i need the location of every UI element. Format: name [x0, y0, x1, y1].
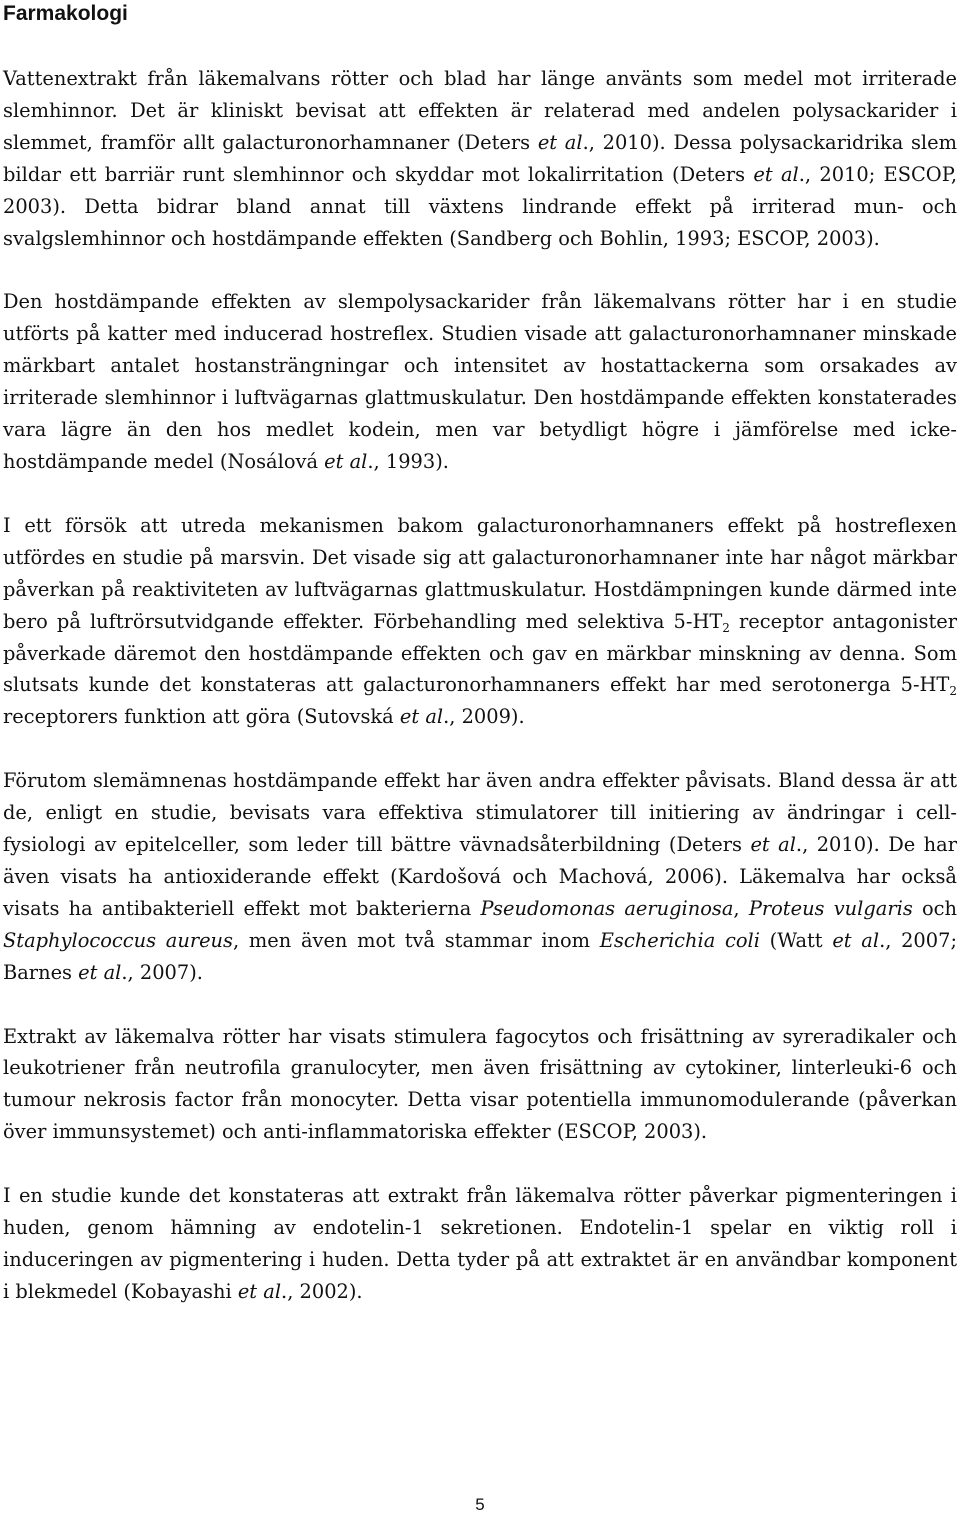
text-run: , men även mot två stammar inom — [233, 928, 600, 952]
text-run: receptorers funktion att göra (Sutovská — [3, 705, 400, 729]
text-run: I en studie kunde det konstateras att extrakt från läkemalva rötter påverkar pigmenteringen i huden, genom hämning av endotelin-1 sekretionen. Endotelin-1 spelar en viktig roll i induceringen av pigmentering i huden. Detta tyder på att extraktet är en användbar komponent i blekmedel (Kobayashi — [3, 1184, 957, 1303]
text-run: ., 1993). — [367, 449, 449, 473]
text-run: I ett försök att utreda mekanismen bakom galacturonorhamnaners effekt på hostreflexen utfördes en studie på marsvin. Det visade sig att galacturonorhamnaner inte har något märkbar påverkan på reaktiviteten av luftvägarnas glattmuskulatur. Hostdämpningen kunde därmed inte bero på luftrörsutvidgande effekter. Förbehandling med selektiva 5-HT — [3, 513, 957, 633]
text-run: Den hostdämpande effekten av slempolysackarider från läkemalvans rötter har i en studie utförts på katter med inducerad hostreflex. Studien visade att galacturonorhamnaner minskade märkbart antalet hostansträngningar och intensitet av hostattackerna som orsakades av irriterade slemhinnor i luftvägarnas glattmuskulatur. Den hostdämpande effekten konstaterades vara lägre än den hos medlet kodein, men var betydligt högre i jämförelse med icke-hostdämpande medel (Nosálová — [3, 290, 957, 473]
italic-text: Proteus vulgaris — [748, 896, 913, 920]
italic-text: et al — [750, 833, 796, 857]
italic-text: et al — [537, 130, 583, 154]
text-run: , — [733, 896, 749, 920]
italic-text: et al — [237, 1279, 282, 1303]
text-run: ., 2002). — [281, 1279, 363, 1303]
text-run: ., 2010; ESCOP, 2003). Detta bidrar bland annat till växtens lindrande effekt på irriterad mun- och svalgslemhinnor och hostdämpande effekten (Sandberg och Bohlin, 1993; ESCOP, 2003). — [3, 162, 957, 250]
text-run: Extrakt av läkemalva rötter har visats stimulera fagocytos och frisättning av syreradikaler och leukotriener från neutrofila granulocyter, men även frisättning av cytokiner, linterleuki-6 och tumour nekrosis factor från monocyter. Detta visar potentiella immunomodulerande (påverkan över immunsystemet) och anti-inflammatoriska effekter (ESCOP, 2003). — [3, 1024, 957, 1144]
italic-text: et al — [753, 162, 799, 186]
italic-text: Staphylococcus aureus — [3, 928, 234, 952]
text-run: ., 2009). — [443, 705, 525, 729]
paragraph — [3, 1180, 957, 1308]
paragraph — [3, 286, 957, 477]
italic-text: et al — [832, 928, 880, 952]
text-run: Vattenextrakt från läkemalvans rötter och blad har länge använts som medel mot irriterade slemhinnor. Det är kliniskt bevisat att effekten är relaterad med andelen polysackarider i slemmet, framför allt galacturonorhamnaner (Deters — [3, 67, 957, 154]
italic-text: et al — [324, 449, 368, 473]
section-heading: Farmakologi — [3, 2, 128, 25]
subscript-text: 2 — [722, 620, 730, 635]
text-run: och — [912, 896, 958, 920]
italic-text: et al — [399, 705, 444, 729]
document-page — [3, 0, 957, 1308]
paragraph — [3, 765, 957, 988]
text-run: ., 2010). De har även visats ha antioxiderande effekt (Kardošová och Machová, 2006). Läkemalva har också visats ha antibakteriell effekt mot bakterierna — [3, 833, 957, 920]
paragraph — [3, 63, 957, 254]
italic-text: Escherichia coli — [599, 928, 760, 952]
subscript-text: 2 — [949, 684, 957, 699]
italic-text: et al — [78, 960, 122, 984]
paragraph — [3, 1021, 957, 1149]
paragraph — [3, 510, 957, 733]
text-run: ., 2007). — [121, 960, 203, 984]
text-run: Förutom slemämnenas hostdämpande effekt har även andra effekter påvisats. Bland dessa är att de, enligt en studie, bevisats vara effektiva stimulatorer till initiering av ändringar i cell-fysiologi av epitelceller, som leder till bättre vävnadsåterbildning (Deters — [3, 769, 957, 857]
page-number: 5 — [475, 1495, 485, 1514]
italic-text: Pseudomonas aeruginosa — [480, 896, 734, 920]
text-run: receptor antagonister påverkade däremot den hostdämpande effekten och gav en märkbar minskning av denna. Som slutsats kunde det konstateras att galacturonorhamnaners effekt har med serotonerga 5-HT — [3, 609, 957, 697]
text-run: (Watt — [759, 928, 833, 952]
text-run: ., 2010). Dessa polysackaridrika slem bildar ett barriär runt slemhinnor och skyddar mot lokalirritation (Deters — [3, 130, 957, 186]
text-run: ., 2007; Barnes — [3, 928, 957, 984]
